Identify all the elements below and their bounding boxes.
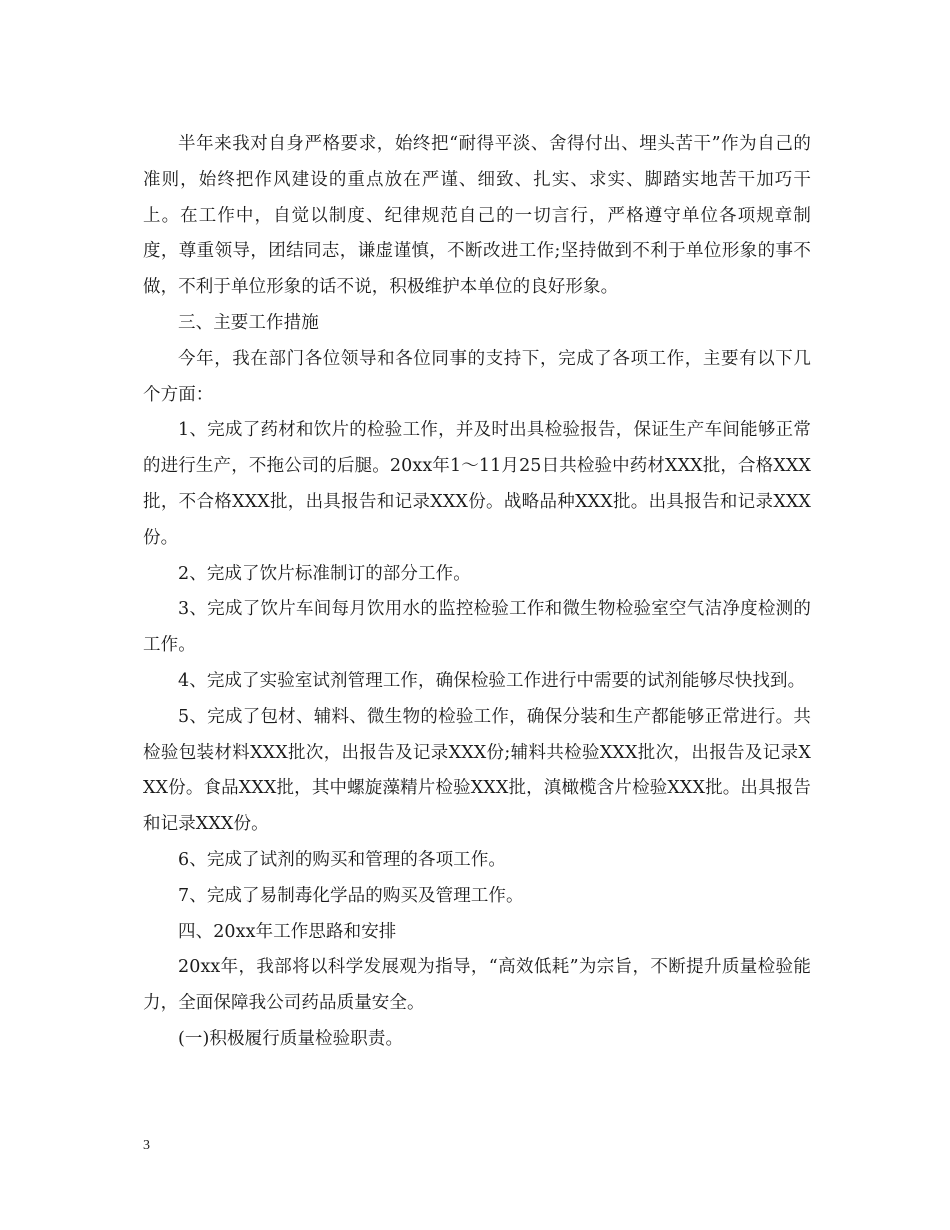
list-item-6: 6、完成了试剂的购买和管理的各项工作。: [178, 849, 507, 870]
document-body: [143, 127, 811, 1058]
paragraph-intro-work: 今年，我在部门各位领导和各位同事的支持下，完成了各项工作，主要有以下几个方面：: [143, 348, 811, 405]
paragraph-self-discipline: 半年来我对自身严格要求，始终把“耐得平淡、舍得付出、埋头苦干”作为自己的准则，始终把作风建设的重点放在严谨、细致、扎实、求实、脚踏实地苦干加巧干上。在工作中，自觉以制度、纪律规范自己的一切言行，严格遵守单位各项规章制度，尊重领导，团结同志，谦虚谨慎，不断改进工作;坚持做到不利于单位形象的事不做，不利于单位形象的话不说，积极维护本单位的良好形象。: [143, 134, 811, 298]
heading-main-measures: 三、主要工作措施: [178, 312, 319, 333]
page-number: 3: [143, 1138, 150, 1153]
list-item-1: 1、完成了药材和饮片的检验工作，并及时出具检验报告，保证生产车间能够正常的进行生产，不拖公司的后腿。20xx年1～11月25日共检验中药材XXX批，合格XXX批，不合格XXX批，出具报告和记录XXX份。战略品种XXX批。出具报告和记录XXX份。: [143, 420, 811, 548]
list-item-7: 7、完成了易制毒化学品的购买及管理工作。: [178, 885, 524, 906]
list-item-2: 2、完成了饮片标准制订的部分工作。: [178, 563, 471, 584]
list-item-3: 3、完成了饮片车间每月饮用水的监控检验工作和微生物检验室空气洁净度检测的工作。: [143, 599, 811, 656]
list-item-4: 4、完成了实验室试剂管理工作，确保检验工作进行中需要的试剂能够尽快找到。: [178, 670, 806, 691]
list-item-5: 5、完成了包材、辅料、微生物的检验工作，确保分装和生产都能够正常进行。共检验包装材料XXX批次，出报告及记录XXX份;辅料共检验XXX批次，出报告及记录XXX份。食品XXX批，其中螺旋藻精片检验XXX批，滇橄榄含片检验XXX批。出具报告和记录XXX份。: [143, 706, 811, 835]
paragraph-plan-intro: 20xx年，我部将以科学发展观为指导，“高效低耗”为宗旨，不断提升质量检验能力，全面保障我公司药品质量安全。: [143, 957, 811, 1014]
heading-plans: 四、20xx年工作思路和安排: [178, 921, 397, 942]
subheading-quality-duties: (一)积极履行质量检验职责。: [178, 1028, 404, 1049]
